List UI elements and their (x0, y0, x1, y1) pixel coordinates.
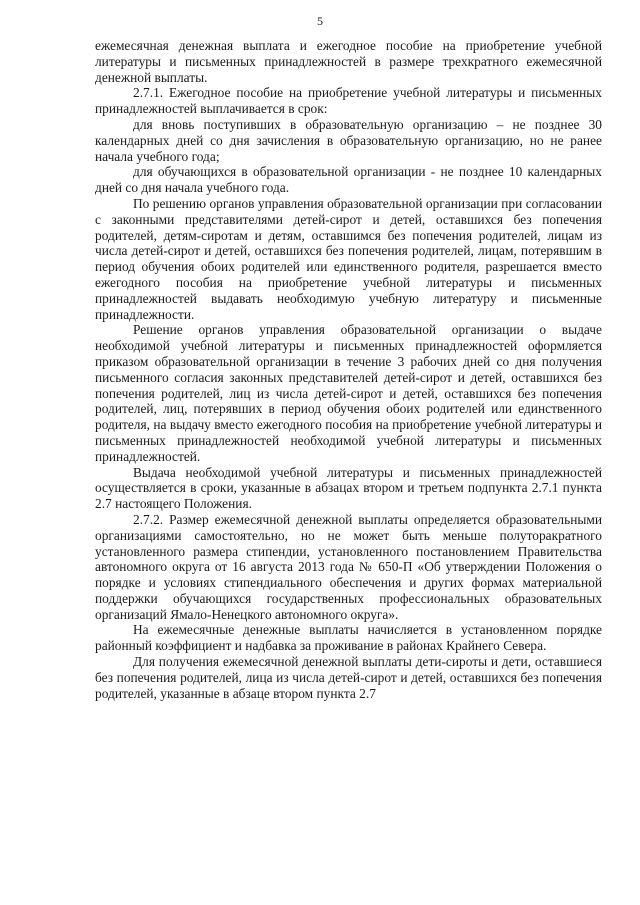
document-body (95, 38, 602, 701)
paragraph-8: 2.7.2. Размер ежемесячной денежной выплаты определяется образовательными организациями самостоятельно, но не может быть меньше полуторакратного установленного размера стипендии, установленного постановлением Правительства автономного округа от 16 августа 2013 года № 650-П «Об утверждении Положения о порядке и условиях стипендиального обеспечения и других формах материальной поддержки обучающихся государственных профессиональных образовательных организаций Ямало-Ненецкого автономного округа». (95, 511, 602, 622)
paragraph-2: 2.7.1. Ежегодное пособие на приобретение учебной литературы и письменных принадлежностей выплачивается в срок: (95, 85, 602, 117)
paragraph-1: ежемесячная денежная выплата и ежегодное пособие на приобретение учебной литературы и письменных принадлежностей в размере трехкратного ежемесячной денежной выплаты. (95, 38, 602, 85)
paragraph-4: для обучающихся в образовательной организации - не позднее 10 календарных дней со дня начала учебного года. (95, 164, 602, 196)
paragraph-3: для вновь поступивших в образовательную организацию – не позднее 30 календарных дней со дня зачисления в образовательную организацию, но не ранее начала учебного года; (95, 116, 602, 164)
paragraph-5: По решению органов управления образовательной организации при согласовании с законными представителями детей-сирот и детей, оставшихся без попечения родителей, детям-сиротам и детям, оставшимся без попечения родителей, лицам из числа детей-сирот и детей, оставшихся без попечения родителей, лицам, потерявшим в период обучения обоих родителей или единственного родителя, разрешается вместо ежегодного пособия на приобретение учебной литературы и письменных принадлежностей выдавать необходимую учебную литературу и письменные принадлежности. (95, 195, 602, 322)
paragraph-6: Решение органов управления образовательной организации о выдаче необходимой учебной литературы и письменных принадлежностей оформляется приказом образовательной организации в течение 3 рабочих дней со дня получения письменного согласия законных представителей детей-сирот и детей, оставшихся без попечения родителей, лиц из числа детей-сирот и детей, оставшихся без попечения родителей, лиц, потерявших в период обучения обоих родителей или единственного родителя, на выдачу вместо ежегодного пособия на приобретение учебной литературы и письменных принадлежностей необходимой учебной литературы и письменных принадлежностей. (95, 322, 602, 464)
page-number: 5 (317, 14, 323, 28)
paragraph-7: Выдача необходимой учебной литературы и письменных принадлежностей осуществляется в сроки, указанные в абзацах втором и третьем подпункта 2.7.1 пункта 2.7 настоящего Положения. (95, 464, 602, 512)
paragraph-10: Для получения ежемесячной денежной выплаты дети-сироты и дети, оставшиеся без попечения родителей, лица из числа детей-сирот и детей, оставшихся без попечения родителей, указанные в абзаце втором пункта 2.7 (95, 654, 602, 701)
paragraph-9: На ежемесячные денежные выплаты начисляется в установленном порядке районный коэффициент и надбавка за проживание в районах Крайнего Севера. (95, 622, 602, 654)
